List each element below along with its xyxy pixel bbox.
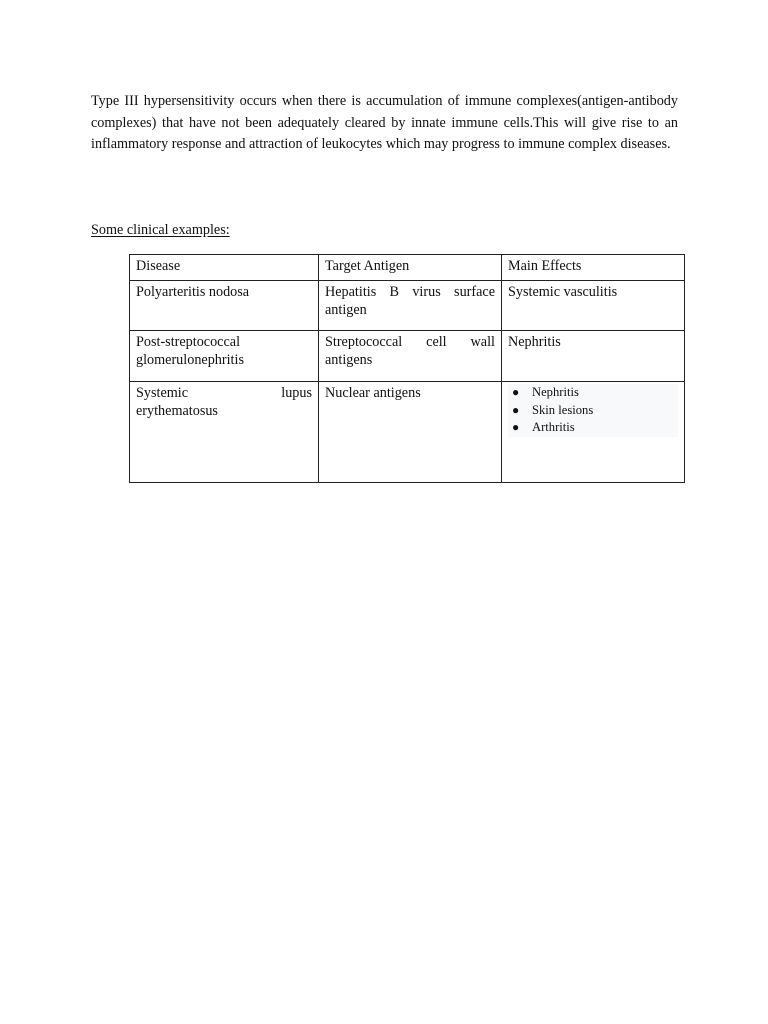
bullet-icon: ● — [512, 385, 520, 399]
list-item — [508, 402, 674, 420]
disease-line-2: erythematosus — [136, 403, 218, 419]
effect-label: Skin lesions — [532, 402, 594, 417]
bullet-icon: ● — [512, 420, 520, 434]
cell-disease: Post-streptococcal glomerulonephritis — [130, 331, 319, 382]
cell-target-antigen: Nuclear antigens — [319, 382, 502, 483]
cell-main-effects: Nephritis — [502, 331, 685, 382]
bullet-icon: ● — [512, 402, 520, 417]
header-disease: Disease — [130, 255, 319, 281]
main-effects-list — [508, 384, 678, 437]
examples-heading: Some clinical examples: — [91, 222, 230, 238]
clinical-examples-table — [129, 254, 685, 483]
disease-word: Systemic — [136, 385, 189, 401]
cell-target-antigen: Streptococcal cell wall antigens — [319, 331, 502, 382]
header-target-antigen: Target Antigen — [319, 255, 502, 281]
table-row — [130, 331, 685, 382]
cell-main-effects — [502, 382, 685, 483]
effect-label: Nephritis — [532, 385, 579, 399]
header-main-effects: Main Effects — [502, 255, 685, 281]
table-row — [130, 382, 685, 483]
list-item — [508, 419, 674, 437]
cell-disease — [130, 382, 319, 483]
disease-word: lupus — [281, 385, 312, 401]
table-row — [130, 281, 685, 331]
disease-line-1 — [136, 384, 312, 402]
cell-main-effects: Systemic vasculitis — [502, 281, 685, 331]
intro-paragraph: Type III hypersensitivity occurs when there is accumulation of immune complexes(antigen-antibody complexes) that have not been adequately cleared by innate immune cells.This will give rise to an inflammatory response and attraction of leukocytes which may progress to immune complex diseases. — [91, 93, 678, 153]
cell-target-antigen: Hepatitis B virus surface antigen — [319, 281, 502, 331]
table-header-row — [130, 255, 685, 281]
cell-disease: Polyarteritis nodosa — [130, 281, 319, 331]
list-item — [508, 384, 674, 402]
effect-label: Arthritis — [532, 420, 575, 434]
